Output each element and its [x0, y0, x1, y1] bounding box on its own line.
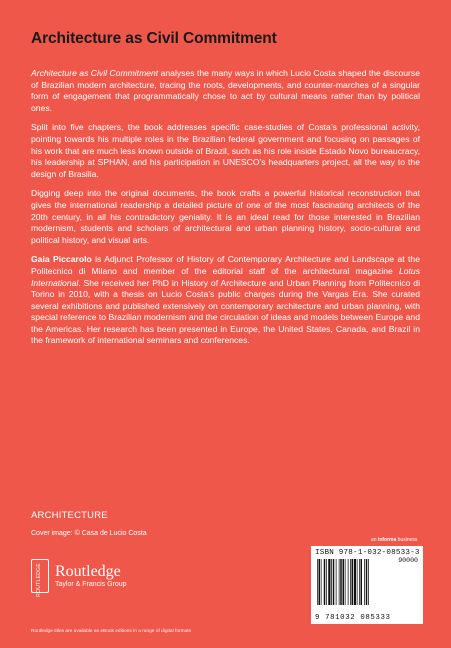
publisher-name: Routledge [55, 563, 121, 580]
barcode-bars-icon [317, 559, 391, 609]
subject-category: ARCHITECTURE [31, 510, 108, 521]
ebook-note: Routledge titles are available as eBook editions in a range of digital formats [31, 629, 191, 634]
description-paragraph-3: Digging deep into the original documents, the book crafts a powerful historical reconstruction that gives the international readership a detailed picture of one of the most fascinating architects of the 20th century, in all his contradictory geniality. It is an ideal read for those interested in Brazilian modernism, students and scholars of architectural and urban planning history, socio-cultural and political history, and visual arts. [31, 188, 420, 245]
book-title: Architecture as Civil Commitment [31, 30, 277, 47]
isbn-number: ISBN 978-1-032-08533-3 [315, 549, 420, 557]
description-paragraph-1: Architecture as Civil Commitment analyses the many ways in which Lucio Costa shaped the discourse of Brazilian modern architecture, tracing the roots, developments, and counter-marches of a singular form of engagement that programmatically chose to act by cultural means rather than by political ones. [31, 68, 420, 113]
cover-credit: Cover image: © Casa de Lucio Costa [31, 530, 147, 537]
blurb [31, 68, 420, 355]
routledge-mark-icon: ROUTLEDGE [31, 559, 49, 593]
barcode-digits: 9 781032 085333 [315, 614, 391, 622]
barcode-addon: 90000 [398, 557, 418, 564]
publisher-logo [31, 559, 127, 597]
author-name: Gaia Piccarolo [31, 254, 92, 265]
publisher-wordmark [55, 563, 127, 589]
publisher-group: Taylor & Francis Group [55, 581, 127, 588]
author-bio: Gaia Piccarolo is Adjunct Professor of History of Contemporary Architecture and Landscape at the Politecnico di Milano and member of the editorial staff of the architectural magazine Lotus International. She received her PhD in History of Architecture and Urban Planning from Politecnico di Torino in 2010, with a thesis on Lucio Costa’s public charges during the Vargas Era. She curated several exhibitions and published extensively on contemporary architecture and urban planning, with special reference to Brazilian modernism and the circulation of ideas and models between Europe and the Americas. Her research has been presented in Europe, the United States, Canada, and Brazil in the framework of international seminars and conferences. [31, 254, 420, 346]
book-title-italic: Architecture as Civil Commitment [31, 68, 159, 78]
isbn-barcode [311, 546, 423, 624]
description-paragraph-2: Split into five chapters, the book addresses specific case-studies of Costa’s professional activity, pointing towards his multiple roles in the Brazilian federal government and focusing on passages of his work that are much less known outside of Brazil, such as his role inside Estado Novo bureaucracy, his leadership at SPHAN, and his participation in UNESCO’s headquarters project, all the way to the design of Brasilia. [31, 122, 420, 179]
magazine-name: Lotus International [31, 265, 420, 288]
informa-business-label: an informa business [371, 537, 418, 543]
